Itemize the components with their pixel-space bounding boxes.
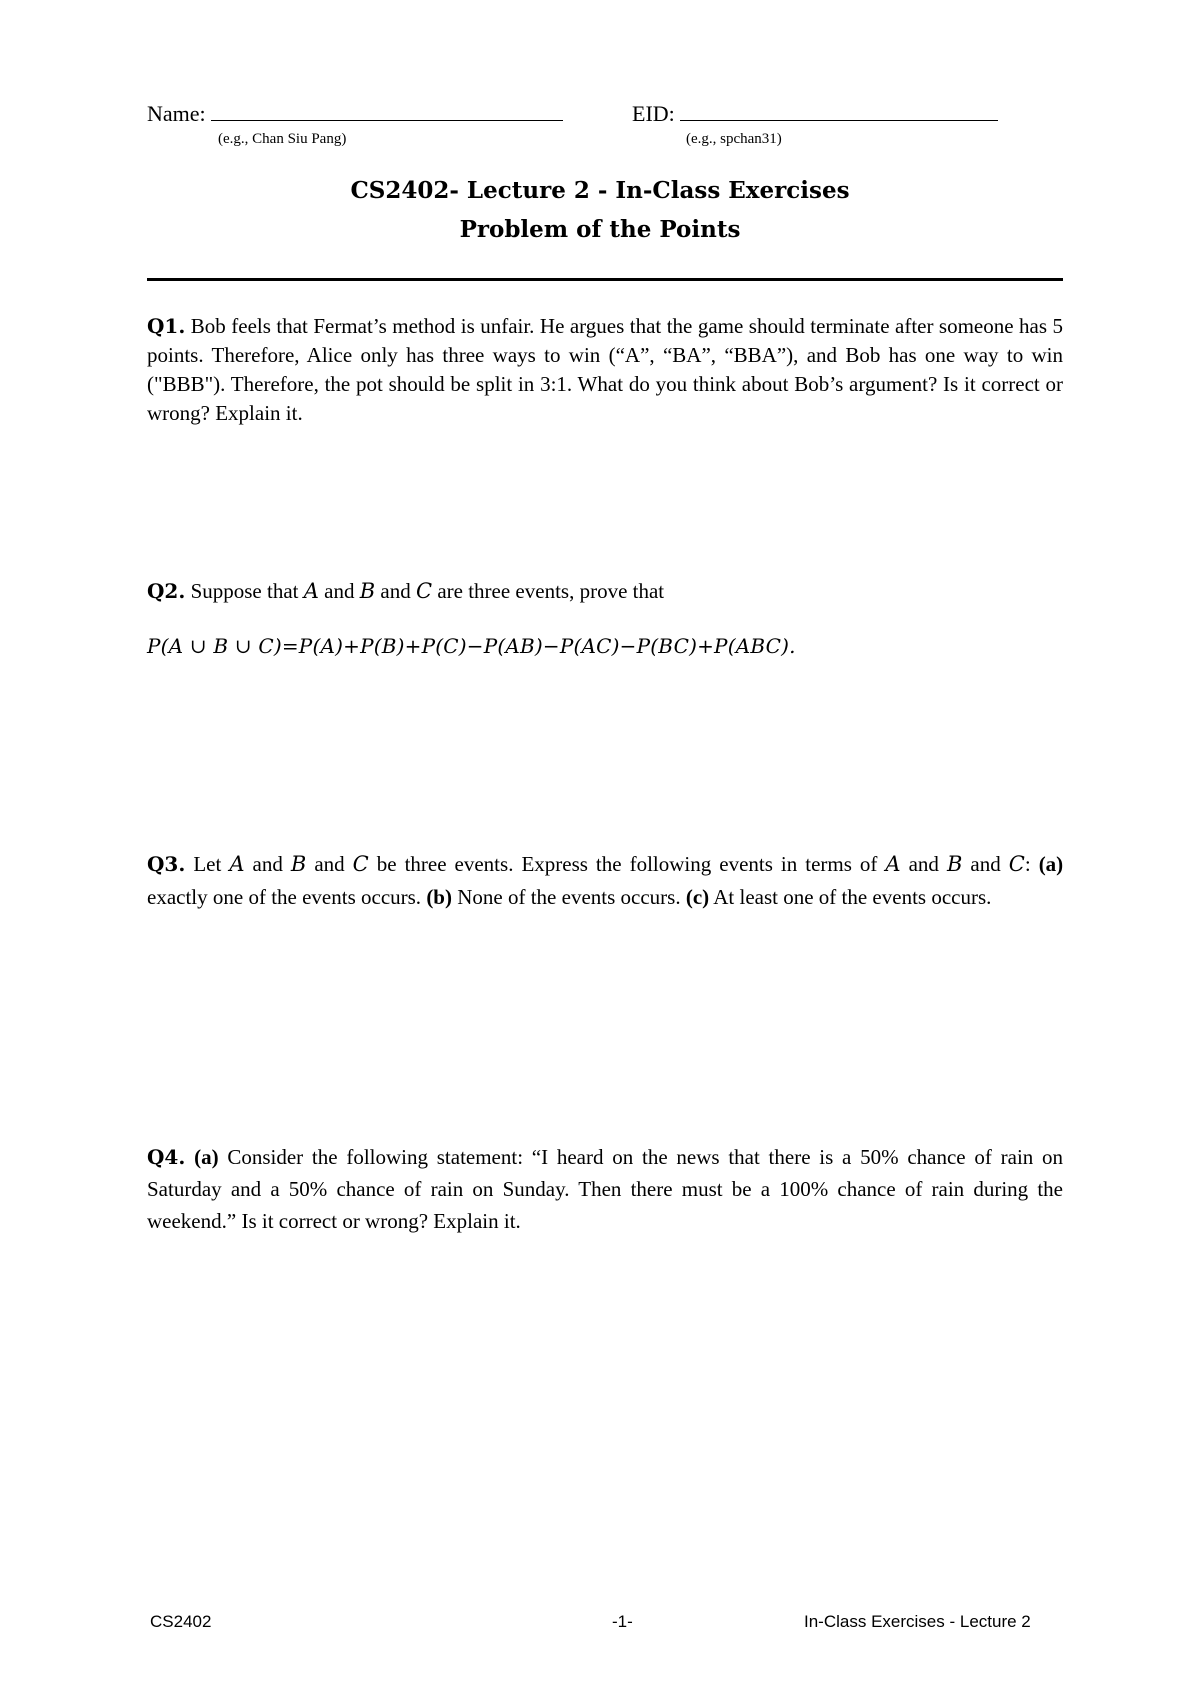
question-3-var: B	[290, 852, 307, 876]
question-2	[147, 577, 1063, 606]
question-3	[147, 848, 1063, 914]
name-hint: (e.g., Chan Siu Pang)	[218, 131, 347, 147]
question-4-text: Consider the following statement: “I heard on the news that there is a 50% chance of rain on Saturday and a 50% chance of rain on Sunday. Then there must be a 100% chance of rain during the weekend.” Is it correct or wrong? Explain it.	[147, 1145, 1064, 1233]
question-3-text-part: be three events. Express the following events in terms of	[376, 852, 878, 876]
question-3-part-a-label: (a)	[1038, 852, 1064, 876]
question-3-part-b-label: (b)	[426, 885, 452, 909]
question-2-text-part: and	[380, 579, 411, 603]
question-4-part-a-label: (a)	[194, 1145, 219, 1169]
question-2-text-part: Suppose that	[190, 579, 299, 603]
eid-label: EID:	[632, 101, 675, 126]
question-3-text-part: and	[314, 852, 345, 876]
question-1-text: Bob feels that Fermat’s method is unfair. He argues that the game should terminate after someone has 5 points. Therefore, Alice only has three ways to win (“A”, “BA”, “BBA”), and Bob has one way to win ("BBB"). Therefore, the pot should be split in 3:1. What do you think about Bob’s argument? Is it correct or wrong? Explain it.	[147, 314, 1064, 425]
question-3-var: A	[885, 852, 901, 876]
question-3-part-a-text: exactly one of the events occurs.	[147, 885, 422, 909]
question-2-number: Q2.	[147, 579, 186, 603]
question-3-text-part: :	[1024, 852, 1031, 876]
question-3-text-part: and	[970, 852, 1001, 876]
footer-course-code: CS2402	[150, 1612, 212, 1631]
page-title: CS2402- Lecture 2 - In-Class Exercises	[350, 177, 850, 204]
question-2-text-part: are three events, prove that	[437, 579, 665, 603]
question-3-part-c-label: (c)	[685, 885, 710, 909]
page-subtitle: Problem of the Points	[459, 216, 741, 243]
question-2-var: A	[303, 579, 319, 603]
question-1-number: Q1.	[147, 314, 186, 338]
question-3-var: A	[229, 852, 245, 876]
question-1	[147, 312, 1063, 428]
footer-page-number: -1-	[612, 1612, 633, 1631]
eid-blank-line[interactable]	[680, 102, 998, 121]
question-2-text-part: and	[324, 579, 355, 603]
question-2-var: C	[416, 579, 433, 603]
question-3-text-part: and	[908, 852, 939, 876]
question-3-var: C	[352, 852, 369, 876]
question-4-number: Q4.	[147, 1145, 186, 1169]
question-3-number: Q3.	[147, 852, 186, 876]
eid-field-row	[632, 101, 998, 127]
question-3-part-b-text: None of the events occurs.	[457, 885, 681, 909]
question-3-text-part: and	[252, 852, 283, 876]
footer-document-title: In-Class Exercises - Lecture 2	[804, 1612, 1031, 1631]
title-divider	[147, 278, 1063, 281]
question-2-var: B	[359, 579, 376, 603]
question-2-formula: P(A ∪ B ∪ C)=P(A)+P(B)+P(C)−P(AB)−P(AC)−P(BC)+P(ABC).	[147, 634, 796, 658]
eid-hint: (e.g., spchan31)	[686, 131, 782, 147]
question-4	[147, 1141, 1063, 1237]
question-3-part-c-text: At least one of the events occurs.	[713, 885, 992, 909]
question-3-text-part: Let	[193, 852, 222, 876]
question-3-var: B	[946, 852, 963, 876]
name-field-row	[147, 101, 563, 127]
name-label: Name:	[147, 101, 206, 126]
name-blank-line[interactable]	[211, 102, 563, 121]
question-3-var: C	[1008, 852, 1025, 876]
